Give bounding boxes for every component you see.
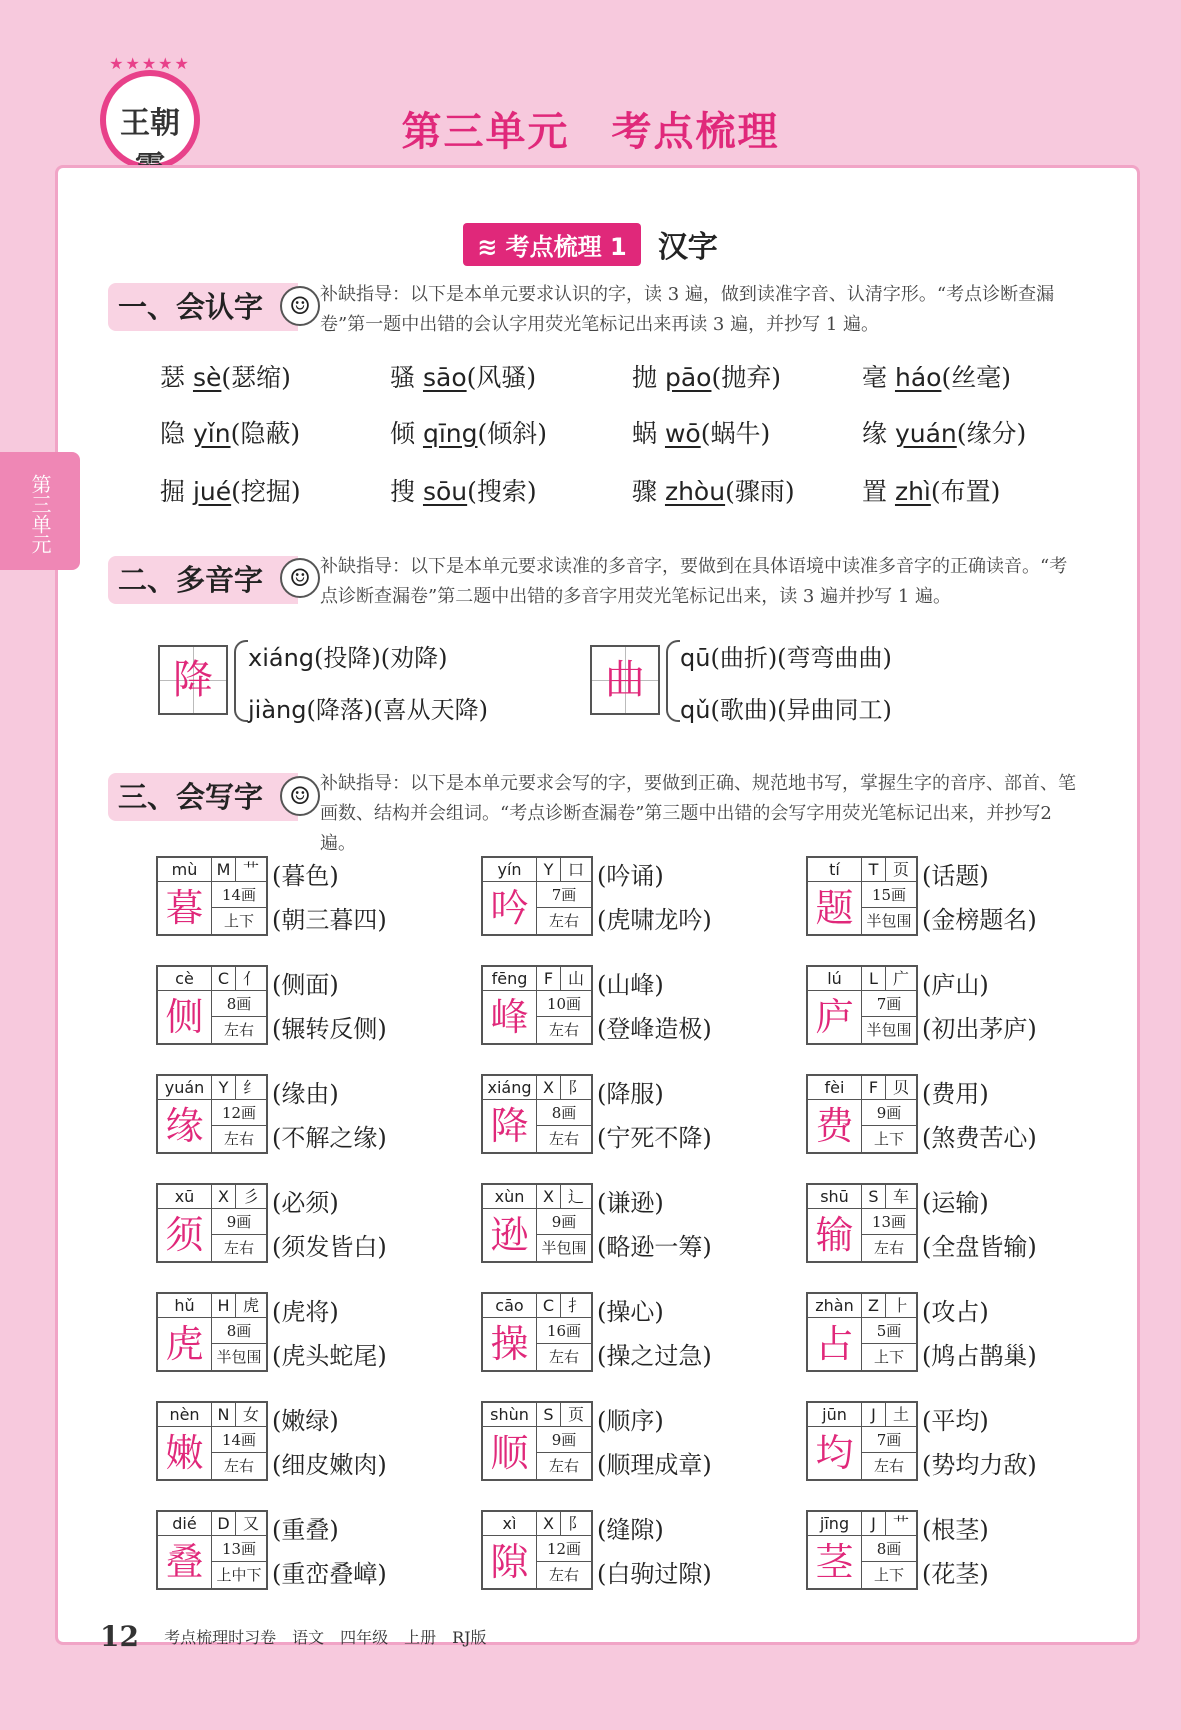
pinyin: cāo [483, 1294, 537, 1318]
polyphone-char: 降 [158, 645, 228, 715]
pinyin: sè [192, 363, 222, 392]
radical: ⺊ [886, 1294, 916, 1318]
char: 隙 [483, 1536, 537, 1588]
footer-text: 考点梳理时习卷 语文 四年级 上册 RJ版 [164, 1628, 487, 1647]
char: 操 [483, 1318, 537, 1370]
structure: 左右 [223, 1239, 254, 1257]
word: (搜索) [467, 477, 537, 506]
radical: 女 [236, 1403, 266, 1427]
initial-letter: H [212, 1294, 236, 1318]
pinyin: fèi [808, 1076, 862, 1100]
word-2: (全盘皆输) [922, 1233, 1037, 1261]
pinyin: xū [158, 1185, 212, 1209]
char: 吟 [483, 882, 537, 934]
read-char-item [160, 472, 301, 508]
pinyin: tí [808, 858, 862, 882]
structure: 左右 [873, 1239, 904, 1257]
char-box [806, 965, 918, 1045]
word-1: (吟诵) [597, 862, 664, 890]
word-2: (辗转反侧) [272, 1015, 387, 1043]
read-char-item [390, 358, 536, 394]
initial-letter: C [212, 967, 236, 991]
initial-letter: M [212, 858, 236, 882]
word-1: (谦逊) [597, 1189, 664, 1217]
char: 暮 [158, 882, 212, 934]
write-char-card [156, 965, 486, 1045]
write-char-card [806, 965, 1136, 1045]
stroke-count: 9画 [862, 1100, 916, 1126]
pinyin: xì [483, 1512, 537, 1536]
part-label: 一、会认字 [108, 283, 298, 331]
structure: 左右 [223, 1457, 254, 1475]
word-1: (必须) [272, 1189, 339, 1217]
stroke-count: 13画 [212, 1536, 266, 1562]
word-1: (根茎) [922, 1516, 989, 1544]
char: 嫩 [158, 1427, 212, 1479]
char-box [156, 1292, 268, 1372]
section-badge: ≋ 考点梳理 1 [463, 223, 641, 266]
word-2: (金榜题名) [922, 906, 1037, 934]
pinyin: háo [894, 363, 942, 392]
read-char-item [160, 358, 291, 394]
structure: 上下 [873, 1348, 904, 1366]
char: 逊 [483, 1209, 537, 1261]
word: (丝毫) [941, 363, 1011, 392]
stroke-count: 15画 [862, 882, 916, 908]
radical: 页 [886, 858, 916, 882]
initial-letter: X [537, 1512, 561, 1536]
pinyin: sāo [422, 363, 467, 392]
structure: 左右 [223, 1021, 254, 1039]
pinyin: qīng [422, 419, 478, 448]
word-2: (细皮嫩肉) [272, 1451, 387, 1479]
initial-letter: Z [862, 1294, 886, 1318]
student-face-icon: ☺ [280, 286, 320, 326]
radical: 辶 [561, 1185, 591, 1209]
write-char-card [806, 1510, 1136, 1590]
pinyin: mù [158, 858, 212, 882]
char: 峰 [483, 991, 537, 1043]
char: 费 [808, 1100, 862, 1152]
polyphone-reading: qū(曲折)(弯弯曲曲) [680, 644, 892, 672]
page-header [0, 0, 1181, 165]
word-2: (宁死不降) [597, 1124, 712, 1152]
word-2: (须发皆白) [272, 1233, 387, 1261]
char-box [481, 1401, 593, 1481]
initial-letter: D [212, 1512, 236, 1536]
radical: 艹 [236, 858, 266, 882]
read-char-item [632, 358, 781, 394]
stroke-count: 7画 [537, 882, 591, 908]
word-2: (重峦叠嶂) [272, 1560, 387, 1588]
initial-letter: F [862, 1076, 886, 1100]
part-guide: 补缺指导：以下是本单元要求会写的字，要做到正确、规范地书写，掌握生字的音序、部首、笔画数、结构并会组词。“考点诊断查漏卷”第三题中出错的会写字用荧光笔标记出来，并抄写2遍。 [320, 773, 1076, 854]
write-char-card [156, 1510, 486, 1590]
char: 庐 [808, 991, 862, 1043]
stroke-count: 7画 [862, 1427, 916, 1453]
section-title: 汉字 [657, 230, 718, 265]
initial-letter: L [862, 967, 886, 991]
word-1: (话题) [922, 862, 989, 890]
pinyin: lú [808, 967, 862, 991]
stroke-count: 14画 [212, 882, 266, 908]
stroke-count: 10画 [537, 991, 591, 1017]
char: 骤 [632, 477, 658, 506]
char: 置 [862, 477, 888, 506]
read-char-item [632, 472, 795, 508]
char: 输 [808, 1209, 862, 1261]
stroke-count: 8画 [862, 1536, 916, 1562]
initial-letter: X [212, 1185, 236, 1209]
pinyin: jīng [808, 1512, 862, 1536]
word-1: (重叠) [272, 1516, 339, 1544]
write-char-card [481, 1074, 811, 1154]
pinyin: dié [158, 1512, 212, 1536]
initial-letter: S [537, 1403, 561, 1427]
write-char-card [806, 856, 1136, 936]
structure: 半包围 [541, 1239, 587, 1257]
char: 瑟 [160, 363, 186, 392]
char: 倾 [390, 419, 416, 448]
char: 缘 [862, 419, 888, 448]
pinyin: sōu [422, 477, 468, 506]
pinyin: nèn [158, 1403, 212, 1427]
word-2: (朝三暮四) [272, 906, 387, 934]
stroke-count: 9画 [537, 1427, 591, 1453]
stroke-count: 8画 [212, 991, 266, 1017]
structure: 上下 [223, 912, 254, 930]
read-char-item [862, 472, 1000, 508]
structure: 半包围 [866, 1021, 912, 1039]
word: (风骚) [466, 363, 537, 392]
read-char-item [862, 414, 1026, 450]
char-box [806, 1510, 918, 1590]
initial-letter: Y [212, 1076, 236, 1100]
page-footer [100, 1620, 487, 1653]
word-1: (虎将) [272, 1298, 339, 1326]
char-box [481, 856, 593, 936]
write-char-card [806, 1401, 1136, 1481]
char-box [481, 1510, 593, 1590]
char-box [156, 1074, 268, 1154]
pinyin: zhì [894, 477, 931, 506]
pinyin: shùn [483, 1403, 537, 1427]
char-box [481, 1183, 593, 1263]
initial-letter: X [537, 1185, 561, 1209]
write-char-card [481, 1401, 811, 1481]
radical: 阝 [561, 1512, 591, 1536]
stroke-count: 16画 [537, 1318, 591, 1344]
stroke-count: 12画 [212, 1100, 266, 1126]
pinyin: cè [158, 967, 212, 991]
word-2: (虎啸龙吟) [597, 906, 712, 934]
radical: 亻 [236, 967, 266, 991]
char-box [481, 1292, 593, 1372]
char-box [806, 856, 918, 936]
write-char-card [156, 1292, 486, 1372]
initial-letter: T [862, 858, 886, 882]
word-2: (势均力敌) [922, 1451, 1037, 1479]
char-box [156, 1183, 268, 1263]
char-box [481, 1074, 593, 1154]
read-char-item [160, 414, 300, 450]
radical: 纟 [236, 1076, 266, 1100]
structure: 半包围 [866, 912, 912, 930]
page-number: 12 [100, 1620, 139, 1653]
radical: 彡 [236, 1185, 266, 1209]
char-box [481, 965, 593, 1045]
pinyin: hǔ [158, 1294, 212, 1318]
stars-icon: ★★★★★ [109, 54, 191, 73]
write-char-card [481, 1510, 811, 1590]
stroke-count: 12画 [537, 1536, 591, 1562]
stroke-count: 9画 [537, 1209, 591, 1235]
word-1: (平均) [922, 1407, 989, 1435]
char: 毫 [862, 363, 888, 392]
word-2: (初出茅庐) [922, 1015, 1037, 1043]
radical: 虎 [236, 1294, 266, 1318]
char: 占 [808, 1318, 862, 1370]
pinyin: jūn [808, 1403, 862, 1427]
word-1: (缘由) [272, 1080, 339, 1108]
char: 骚 [390, 363, 416, 392]
word-1: (山峰) [597, 971, 664, 999]
word: (倾斜) [477, 419, 548, 448]
read-char-item [390, 472, 537, 508]
word-1: (攻占) [922, 1298, 989, 1326]
char: 虎 [158, 1318, 212, 1370]
stroke-count: 7画 [862, 991, 916, 1017]
read-char-item [632, 414, 770, 450]
word-1: (操心) [597, 1298, 664, 1326]
word-2: (虎头蛇尾) [272, 1342, 387, 1370]
initial-letter: J [862, 1512, 886, 1536]
part-guide: 补缺指导：以下是本单元要求读准的多音字，要做到在具体语境中读准多音字的正确读音。“考点诊断查漏卷”第二题中出错的多音字用荧光笔标记出来，读 3 遍并抄写 1 遍。 [320, 556, 1068, 607]
structure: 半包围 [216, 1348, 262, 1366]
char-box [156, 965, 268, 1045]
radical: 土 [886, 1403, 916, 1427]
pinyin: xùn [483, 1185, 537, 1209]
stroke-count: 13画 [862, 1209, 916, 1235]
pinyin: yuán [158, 1076, 212, 1100]
char-box [806, 1183, 918, 1263]
brace [666, 640, 680, 722]
char-box [806, 1401, 918, 1481]
unit-side-tab: 第三单元 [0, 452, 80, 570]
radical: 广 [886, 967, 916, 991]
write-char-card [156, 856, 486, 936]
word: (挖掘) [231, 477, 301, 506]
radical: 贝 [886, 1076, 916, 1100]
word-2: (略逊一筹) [597, 1233, 712, 1261]
initial-letter: Y [537, 858, 561, 882]
char: 蜗 [632, 419, 658, 448]
write-char-card [481, 965, 811, 1045]
structure: 左右 [223, 1130, 254, 1148]
word: (骤雨) [725, 477, 795, 506]
pinyin: wō [664, 419, 701, 448]
pinyin: zhàn [808, 1294, 862, 1318]
write-char-card [481, 1292, 811, 1372]
pinyin: jué [192, 477, 232, 506]
radical: 扌 [561, 1294, 591, 1318]
word: (蜗牛) [700, 419, 771, 448]
radical: 山 [561, 967, 591, 991]
char: 顺 [483, 1427, 537, 1479]
initial-letter: J [862, 1403, 886, 1427]
char: 均 [808, 1427, 862, 1479]
stroke-count: 5画 [862, 1318, 916, 1344]
student-face-icon: ☺ [280, 558, 320, 598]
read-char-item [862, 358, 1011, 394]
word-1: (费用) [922, 1080, 989, 1108]
part-label: 三、会写字 [108, 773, 298, 821]
word-1: (缝隙) [597, 1516, 664, 1544]
char: 侧 [158, 991, 212, 1043]
section-heading [0, 222, 1181, 266]
word-2: (白驹过隙) [597, 1560, 712, 1588]
char: 掘 [160, 477, 186, 506]
structure: 左右 [548, 1130, 579, 1148]
initial-letter: X [537, 1076, 561, 1100]
char: 题 [808, 882, 862, 934]
char-box [156, 1510, 268, 1590]
word-2: (煞费苦心) [922, 1124, 1037, 1152]
word: (瑟缩) [221, 363, 291, 392]
char-box [806, 1074, 918, 1154]
structure: 左右 [548, 1348, 579, 1366]
polyphone-reading: xiáng(投降)(劝降) [248, 644, 448, 672]
word-1: (顺序) [597, 1407, 664, 1435]
char: 缘 [158, 1100, 212, 1152]
word-1: (运输) [922, 1189, 989, 1217]
write-char-card [481, 1183, 811, 1263]
radical: 页 [561, 1403, 591, 1427]
write-char-card [806, 1183, 1136, 1263]
word-2: (操之过急) [597, 1342, 712, 1370]
word-2: (花茎) [922, 1560, 989, 1588]
initial-letter: S [862, 1185, 886, 1209]
char-box [806, 1292, 918, 1372]
word-2: (鸠占鹊巢) [922, 1342, 1037, 1370]
word-1: (暮色) [272, 862, 339, 890]
radical: 车 [886, 1185, 916, 1209]
word-2: (登峰造极) [597, 1015, 712, 1043]
part-label: 二、多音字 [108, 556, 298, 604]
pinyin: xiáng [483, 1076, 537, 1100]
write-char-card [156, 1183, 486, 1263]
write-char-card [156, 1401, 486, 1481]
word: (隐蔽) [230, 419, 301, 448]
word-1: (侧面) [272, 971, 339, 999]
initial-letter: F [537, 967, 561, 991]
word-1: (降服) [597, 1080, 664, 1108]
char-box [156, 856, 268, 936]
structure: 左右 [548, 1021, 579, 1039]
char-box [156, 1401, 268, 1481]
part-guide: 补缺指导：以下是本单元要求认识的字，读 3 遍，做到读准字音、认清字形。“考点诊断查漏卷”第一题中出错的会认字用荧光笔标记出来再读 3 遍，并抄写 1 遍。 [320, 284, 1055, 335]
structure: 上下 [873, 1130, 904, 1148]
write-char-card [806, 1074, 1136, 1154]
stroke-count: 8画 [537, 1100, 591, 1126]
word: (布置) [930, 477, 1001, 506]
char: 搜 [390, 477, 416, 506]
pinyin: yuán [894, 419, 957, 448]
write-char-card [481, 856, 811, 936]
structure: 上下 [873, 1566, 904, 1584]
structure: 左右 [873, 1457, 904, 1475]
radical: 又 [236, 1512, 266, 1536]
char: 隐 [160, 419, 186, 448]
logo-text: 王朝 [120, 106, 180, 141]
initial-letter: C [537, 1294, 561, 1318]
word: (缘分) [956, 419, 1027, 448]
polyphone-reading: qǔ(歌曲)(异曲同工) [680, 696, 892, 724]
student-face-icon: ☺ [280, 776, 320, 816]
word-2: (不解之缘) [272, 1124, 387, 1152]
stroke-count: 8画 [212, 1318, 266, 1344]
page-title: 第三单元 考点梳理 [401, 109, 780, 155]
structure: 上中下 [216, 1566, 262, 1584]
stroke-count: 9画 [212, 1209, 266, 1235]
pinyin: fēng [483, 967, 537, 991]
initial-letter: N [212, 1403, 236, 1427]
word-1: (庐山) [922, 971, 989, 999]
word-2: (顺理成章) [597, 1451, 712, 1479]
brace [234, 640, 248, 722]
char: 叠 [158, 1536, 212, 1588]
stroke-count: 14画 [212, 1427, 266, 1453]
read-char-item [390, 414, 547, 450]
word: (抛弃) [711, 363, 781, 392]
char: 降 [483, 1100, 537, 1152]
pinyin: shū [808, 1185, 862, 1209]
pinyin: yǐn [192, 419, 231, 448]
structure: 左右 [548, 1457, 579, 1475]
char: 茎 [808, 1536, 862, 1588]
radical: 艹 [886, 1512, 916, 1536]
polyphone-char: 曲 [590, 645, 660, 715]
pinyin: zhòu [664, 477, 726, 506]
polyphone-reading: jiàng(降落)(喜从天降) [248, 696, 488, 724]
pinyin: yín [483, 858, 537, 882]
pinyin: pāo [664, 363, 712, 392]
char: 须 [158, 1209, 212, 1261]
write-char-card [156, 1074, 486, 1154]
radical: 阝 [561, 1076, 591, 1100]
structure: 左右 [548, 912, 579, 930]
word-1: (嫩绿) [272, 1407, 339, 1435]
write-char-card [806, 1292, 1136, 1372]
radical: 口 [561, 858, 591, 882]
structure: 左右 [548, 1566, 579, 1584]
char: 抛 [632, 363, 658, 392]
